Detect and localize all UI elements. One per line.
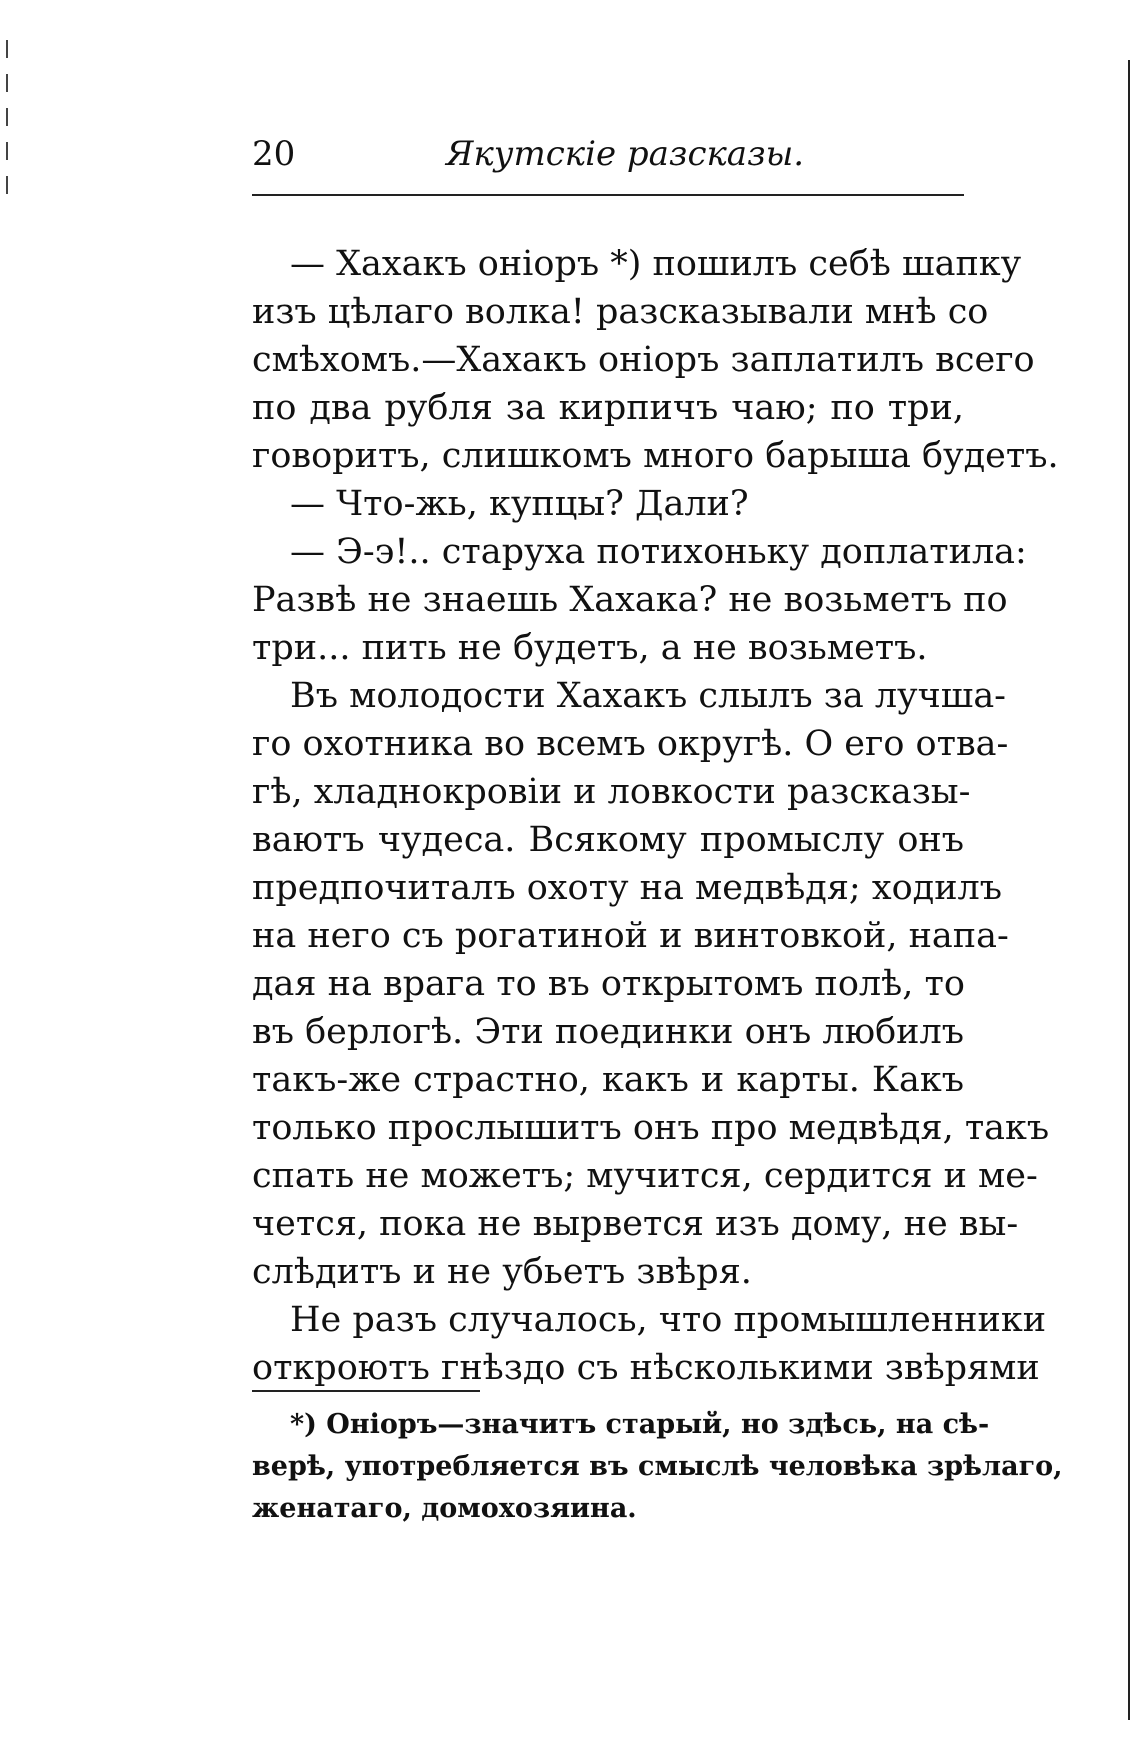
text-line: ваютъ чудеса. Всякому промыслу онъ	[252, 820, 964, 860]
text-line: — Что-жь, купцы? Дали?	[290, 484, 749, 524]
footnote-line: верѣ, употребляется въ смыслѣ человѣка зрѣлаго,	[252, 1451, 1063, 1482]
text-line: на него съ рогатиной и винтовкой, напа-	[252, 916, 1009, 956]
text-line: — Э-э!.. старуха потихоньку доплатила:	[290, 532, 1027, 572]
running-title: Якутскіе разсказы.	[446, 134, 805, 174]
text-line: три... пить не будетъ, а не возьметъ.	[252, 628, 928, 668]
text-line: Не разъ случалось, что промышленники	[290, 1300, 1047, 1340]
footnote	[252, 1404, 1063, 1530]
text-line: по два рубля за кирпичъ чаю; по три,	[252, 388, 964, 428]
text-line: только прослышитъ онъ про медвѣдя, такъ	[252, 1108, 1050, 1148]
footnote-line: *) Оніоръ—значитъ старый, но здѣсь, на сѣ-	[290, 1409, 990, 1440]
text-line: Развѣ не знаешь Хахака? не возьметъ по	[252, 580, 1008, 620]
text-line: говоритъ, слишкомъ много барыша будетъ.	[252, 436, 1059, 476]
text-line: изъ цѣлаго волка! разсказывали мнѣ со	[252, 292, 989, 332]
text-line: гѣ, хладнокровіи и ловкости разсказы-	[252, 772, 971, 812]
footnote-rule	[252, 1390, 480, 1392]
page-edge-line	[1128, 60, 1130, 1720]
text-line: откроютъ гнѣздо съ нѣсколькими звѣрями	[252, 1348, 1040, 1388]
text-line: Въ молодости Хахакъ слылъ за лучша-	[290, 676, 1007, 716]
page-header	[252, 132, 964, 192]
text-line: спать не можетъ; мучится, сердится и ме-	[252, 1156, 1038, 1196]
text-line: такъ-же страстно, какъ и карты. Какъ	[252, 1060, 964, 1100]
text-line: смѣхомъ.—Хахакъ оніоръ заплатилъ всего	[252, 340, 1035, 380]
footnote-line: женатаго, домохозяина.	[252, 1493, 637, 1524]
text-line: — Хахакъ оніоръ *) пошилъ себѣ шапку	[290, 244, 1022, 284]
body-text	[252, 240, 1059, 1392]
header-rule	[252, 194, 964, 196]
text-line: го охотника во всемъ округѣ. О его отва-	[252, 724, 1009, 764]
scan-edge-marks	[6, 40, 8, 200]
text-line: чется, пока не вырвется изъ дому, не вы-	[252, 1204, 1019, 1244]
page-number: 20	[252, 134, 296, 174]
text-line: предпочиталъ охоту на медвѣдя; ходилъ	[252, 868, 1003, 908]
text-line: дая на врага то въ открытомъ полѣ, то	[252, 964, 965, 1004]
text-line: слѣдитъ и не убьетъ звѣря.	[252, 1252, 752, 1292]
text-line: въ берлогѣ. Эти поединки онъ любилъ	[252, 1012, 964, 1052]
